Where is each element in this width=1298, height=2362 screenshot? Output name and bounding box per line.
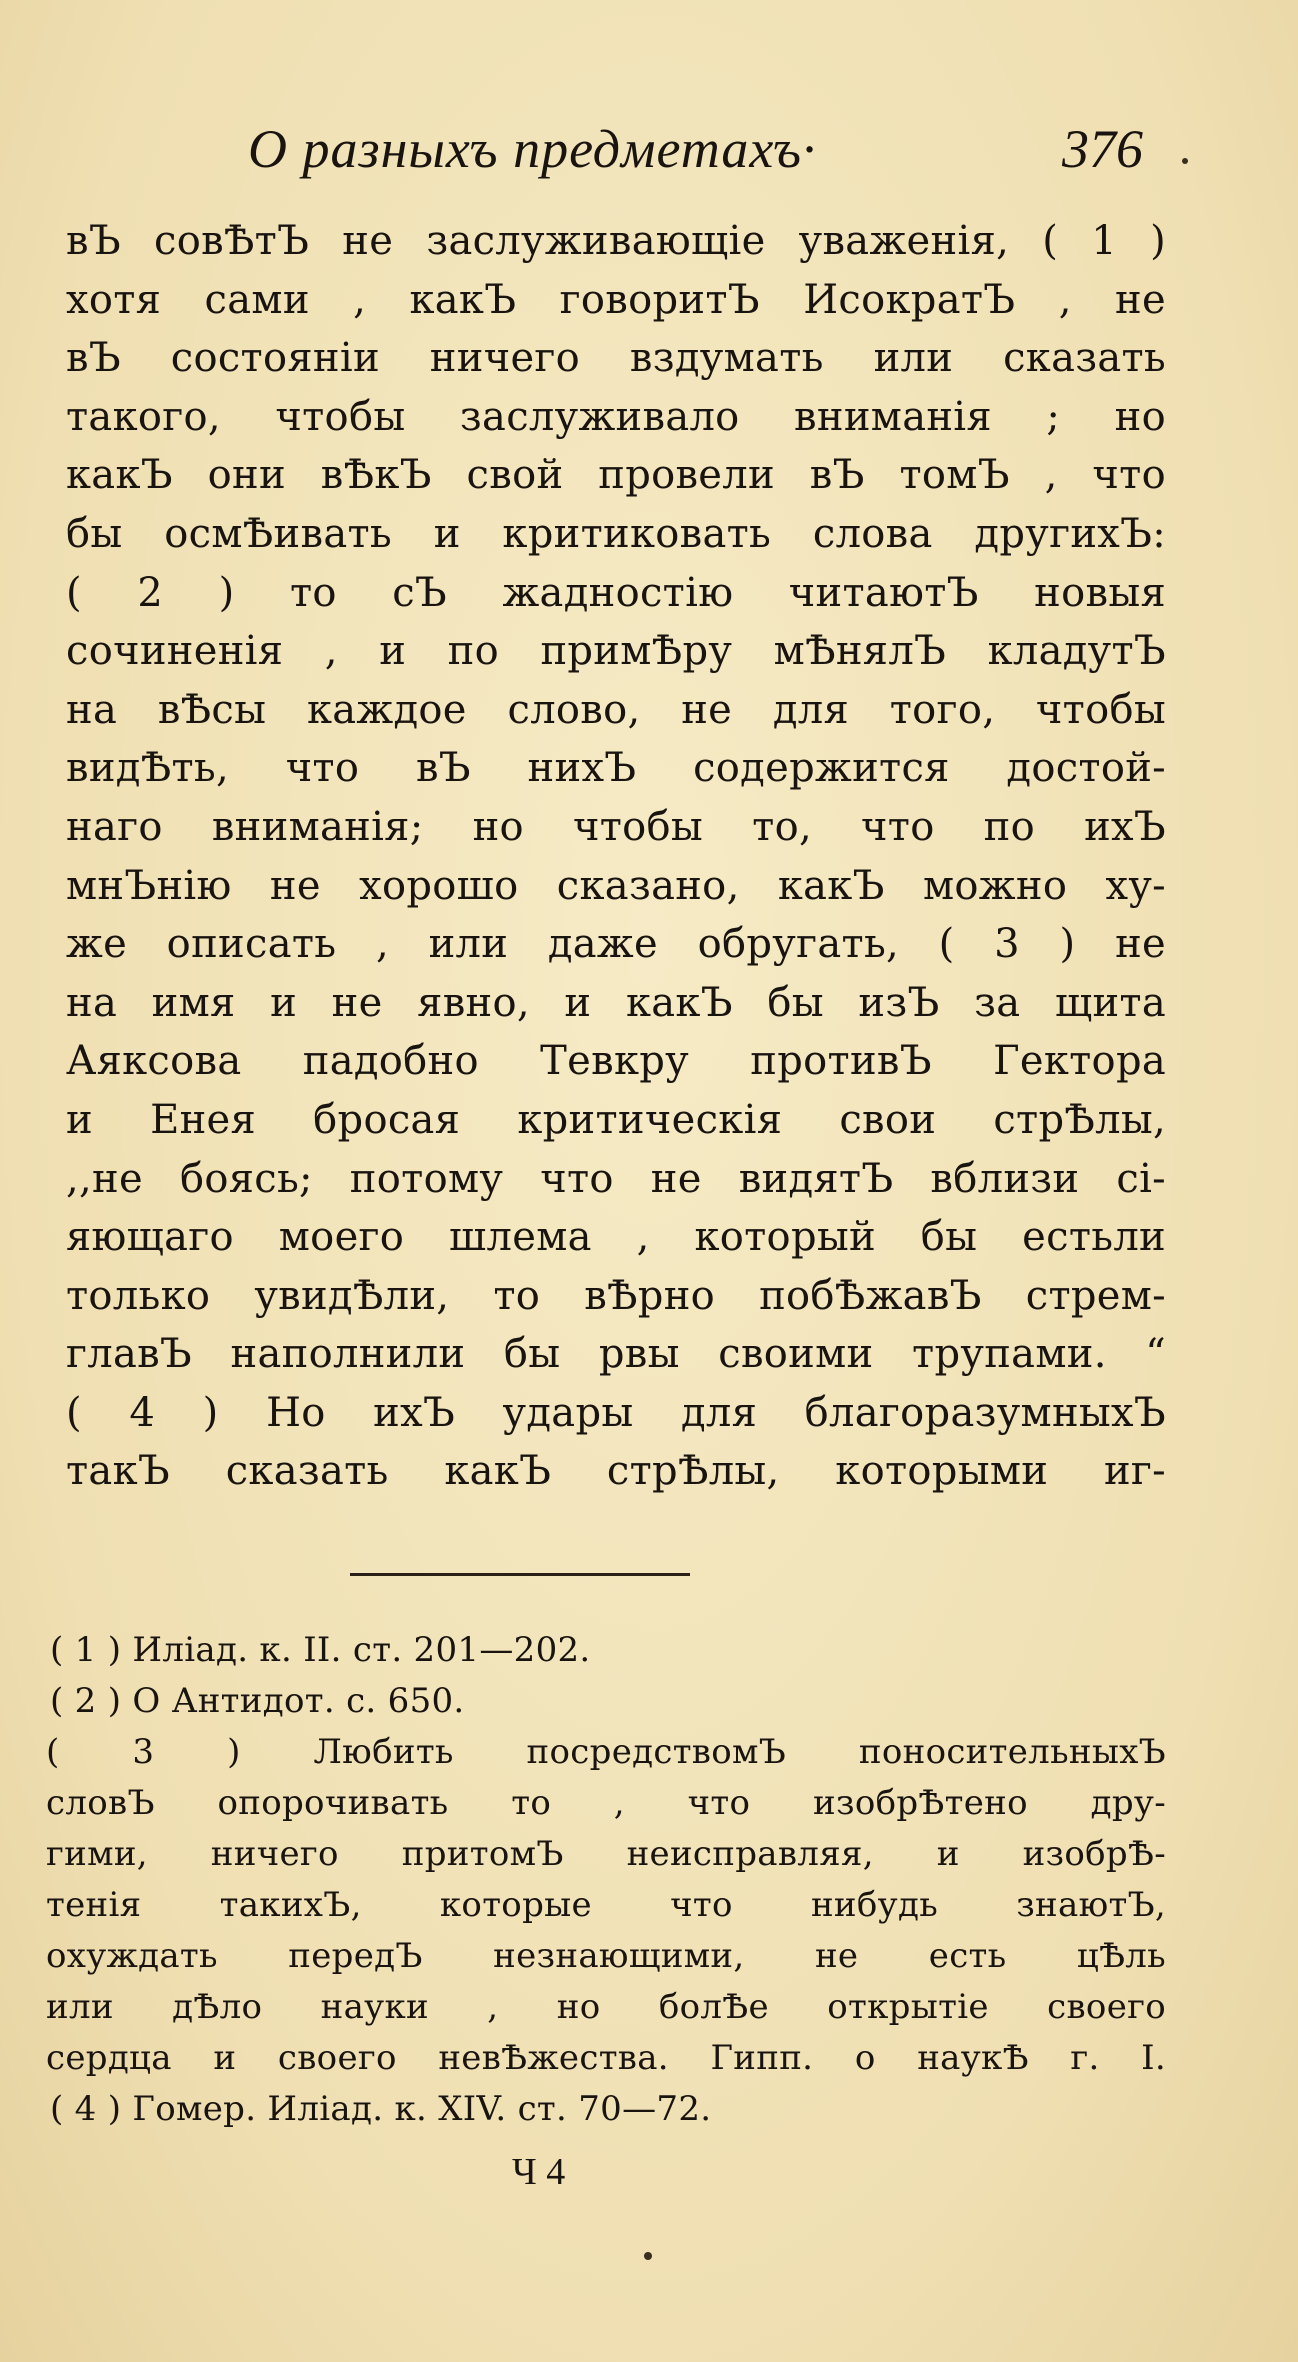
- text-line: хотя сами , какЪ говоритЪ ИсократЪ , не: [66, 276, 1166, 323]
- text-line: вЪ совѢтЪ не заслуживающіе уваженія, ( 1 ): [66, 218, 1166, 264]
- footnote-line: охуждать передЪ незнающими, не есть цѢль: [46, 1936, 1166, 1976]
- footnote-line: ( 4 ) Гомер. Иліад. к. XIV. ст. 70—72.: [50, 2089, 712, 2129]
- footnote-line: словЪ опорочивать то , что изобрѢтено дру-: [46, 1783, 1166, 1823]
- text-line: главЪ наполнили бы рвы своими трупами. “: [66, 1331, 1166, 1378]
- text-line: наго вниманія; но чтобы то, что по ихЪ: [66, 803, 1166, 850]
- text-line: на вѢсы каждое слово, не для того, чтобы: [66, 686, 1166, 733]
- footnote-line: или дѢло науки , но болѢе открытіе своего: [46, 1987, 1166, 2027]
- text-line: ,,не боясь; потому что не видятЪ вблизи сі-: [66, 1155, 1166, 1202]
- footnote-divider: [350, 1573, 690, 1576]
- text-line: ( 4 ) Но ихЪ удары для благоразумныхЪ: [66, 1389, 1166, 1436]
- text-line: и Енея бросая критическія свои стрѢлы,: [66, 1096, 1166, 1143]
- text-line: яющаго моего шлема , который бы естьли: [66, 1214, 1166, 1261]
- footnote-line: ( 1 ) Иліад. к. II. ст. 201—202.: [50, 1630, 591, 1670]
- text-line: Аяксова падобно Тевкру противЪ Гектора: [66, 1038, 1166, 1085]
- text-line: ( 2 ) то сЪ жадностію читаютЪ новыя: [66, 569, 1166, 616]
- text-line: же описать , или даже обругать, ( 3 ) не: [66, 921, 1166, 968]
- text-line: такЪ сказать какЪ стрѢлы, которыми иг-: [66, 1448, 1166, 1495]
- footnote-line: тенія такихЪ, которые что нибудь знаютЪ,: [46, 1885, 1166, 1925]
- body-text: [66, 212, 1166, 1501]
- footnote-line: гими, ничего притомЪ неисправляя, и изобрѢ-: [46, 1834, 1166, 1874]
- page-header: [0, 118, 1298, 198]
- footnote-line: сердца и своего невѢжества. Гипп. о наукѢ г. I.: [46, 2038, 1166, 2078]
- footnote-line: ( 3 ) Любить посредствомЪ поносительныхЪ: [46, 1732, 1166, 1772]
- ink-spot: [1182, 158, 1188, 164]
- ink-spot: [644, 2252, 652, 2260]
- text-line: только увидѢли, то вѢрно побѢжавЪ стрем-: [66, 1272, 1166, 1319]
- footnotes: [46, 1625, 1166, 2135]
- text-line: сочиненія , и по примѢру мѢнялЪ кладутЪ: [66, 628, 1166, 675]
- footnote-line: ( 2 ) О Антидот. с. 650.: [50, 1681, 465, 1721]
- running-title: О разныхъ предметахъ·: [248, 119, 817, 179]
- text-line: видѢть, что вЪ нихЪ содержится достой-: [66, 745, 1166, 792]
- text-line: какЪ они вѢкЪ свой провели вЪ томЪ , что: [66, 452, 1166, 499]
- text-line: такого, чтобы заслуживало вниманія ; но: [66, 393, 1166, 440]
- text-line: на имя и не явно, и какЪ бы изЪ за щита: [66, 979, 1166, 1026]
- text-line: мнЪнію не хорошо сказано, какЪ можно ху-: [66, 862, 1166, 909]
- signature-mark: Ч 4: [512, 2151, 566, 2193]
- text-line: бы осмѢивать и критиковать слова другихЪ:: [66, 510, 1166, 557]
- text-line: вЪ состояніи ничего вздумать или сказать: [66, 335, 1166, 382]
- page-number: 376: [1062, 119, 1143, 179]
